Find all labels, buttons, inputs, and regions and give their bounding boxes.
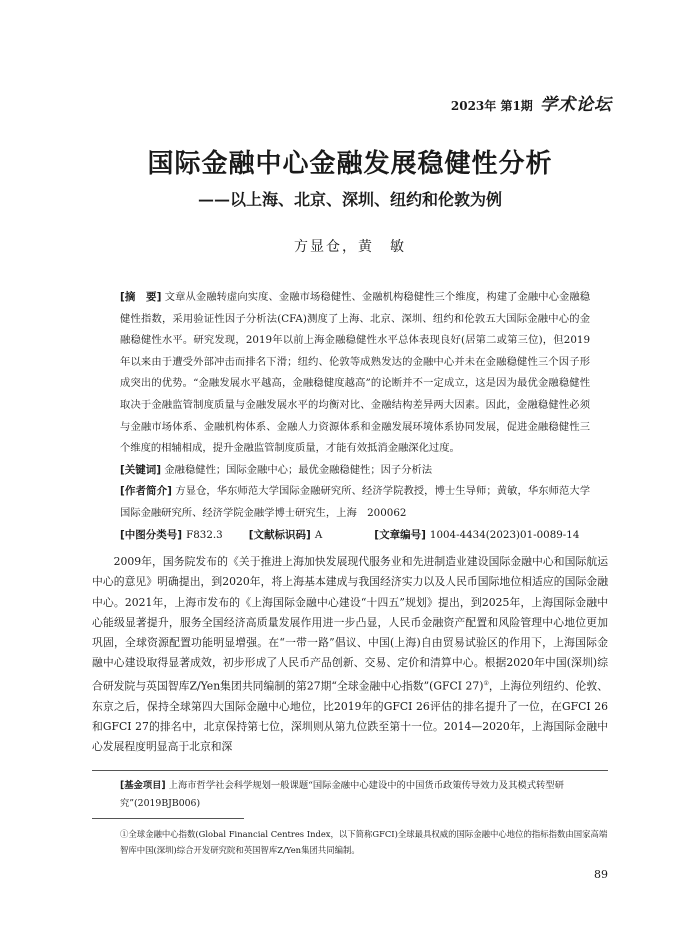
abstract-block: [120, 287, 590, 546]
author-names: 方显仓，黄 敏: [294, 239, 406, 255]
paper-title: 国际金融中心金融发展稳健性分析: [147, 149, 553, 179]
article-number-label: [文章编号]: [374, 528, 426, 541]
journal-header: [451, 90, 612, 115]
fund-divider: [92, 770, 608, 771]
body-paragraph: [92, 552, 608, 758]
footnote-divider: [92, 818, 244, 819]
page-number: 89: [594, 868, 608, 881]
footnote-marker[interactable]: ①: [483, 679, 489, 687]
keywords-paragraph: [120, 460, 590, 482]
clc-value: F832.3: [186, 528, 223, 541]
fund-note: [120, 777, 608, 813]
author-bio-paragraph: [120, 481, 590, 524]
issue-label: 2023年 第1期: [450, 99, 533, 113]
abstract-label: [摘 要]: [120, 291, 162, 303]
classification-row: [120, 525, 590, 547]
keywords-text: 金融稳健性；国际金融中心；最优金融稳健性；因子分析法: [164, 463, 433, 476]
journal-name: 学术论坛: [540, 95, 612, 115]
body-text-part1: 2009年，国务院发布的《关于推进上海加快发展现代服务业和先进制造业建设国际金融中心和国际航运中心的意见》明确提出，到2020年，将上海基本建成与我国经济实力以及人民币国际地位相适应的国际金融中心。2021年，上海市发布的《上海国际金融中心建设“十四五”规划》提出，到2025年，上海国际金融中心能级显著提升，服务全国经济高质量发展作用进一步凸显，人民币金融资产配置和风险管理中心地位更加巩固，全球资源配置功能明显增强。在“一带一路”倡议、中国(上海)自由贸易试验区的作用下，上海国际金融中心建设取得显著成效，初步形成了人民币产品创新、交易、定价和清算中心。根据2020年中国(深圳)综合研发院与英国智库Z/Yen集团共同编制的第27期“全球金融中心指数”(GFCI 27): [92, 555, 608, 693]
doc-code-value: A: [314, 528, 323, 541]
paper-subtitle: ——以上海、北京、深圳、纽约和伦敦为例: [197, 190, 502, 209]
abstract-text: 文章从金融转虚向实度、金融市场稳健性、金融机构稳健性三个维度，构建了金融中心金融稳健性指数，采用验证性因子分析法(CFA)测度了上海、北京、深圳、纽约和伦敦五大国际金融中心的金融稳健性水平。研究发现，2019年以前上海金融稳健性水平总体表现良好(居第二或第三位)，但2019年以来由于遭受外部冲击而排名下滑；纽约、伦敦等成熟发达的金融中心并未在金融稳健性三个因子形成突出的优势。“金融发展水平越高，金融稳健度越高”的论断并不一定成立，这是因为最优金融稳健性取决于金融监管制度质量与金融发展水平的均衡对比、金融结构差异两大因素。因此，金融稳健性必须与金融市场体系、金融机构体系、金融人力资源体系和金融发展环境体系协同发展，促进金融稳健性三个维度的相辅相成，提升金融监管制度质量，才能有效抵消金融深化过度。: [120, 291, 590, 455]
footnote: ①全球金融中心指数(Global Financial Centres Index，以下简称GFCI)全球最具权威的国际金融中心地位的指标指数由国家高端智库中国(深圳)综合开发研究院和英国智库Z/Yen集团共同编制。: [120, 829, 608, 855]
keywords-label: [关键词]: [120, 463, 162, 476]
article-number-value: 1004-4434(2023)01-0089-14: [429, 528, 580, 541]
author-bio-label: [作者简介]: [120, 485, 172, 498]
clc-label: [中图分类号]: [120, 528, 183, 541]
author-bio-text: 方显仓，华东师范大学国际金融研究所、经济学院教授，博士生导师；黄敏，华东师范大学国际金融研究所、经济学院金融学博士研究生，上海 200062: [120, 485, 591, 519]
fund-text: 上海市哲学社会科学规划一般课题“国际金融中心建设中的中国货币政策传导效力及其模式转型研究”(2019BJB006): [120, 780, 564, 809]
doc-code-label: [文献标识码]: [248, 528, 311, 541]
fund-label: [基金项目]: [120, 780, 166, 791]
abstract-paragraph: [120, 287, 590, 460]
body-text-part2: ，上海位列纽约、伦敦、东京之后，保持全球第四大国际金融中心地位，比2019年的GFCI 26评估的排名提升了一位，在GFCI 26和GFCI 27的排名中，北京保持第七位，深圳则从第九位跌至第十一位。2014—2020年，上海国际金融中心发展程度明显高于北京和深: [92, 679, 608, 754]
